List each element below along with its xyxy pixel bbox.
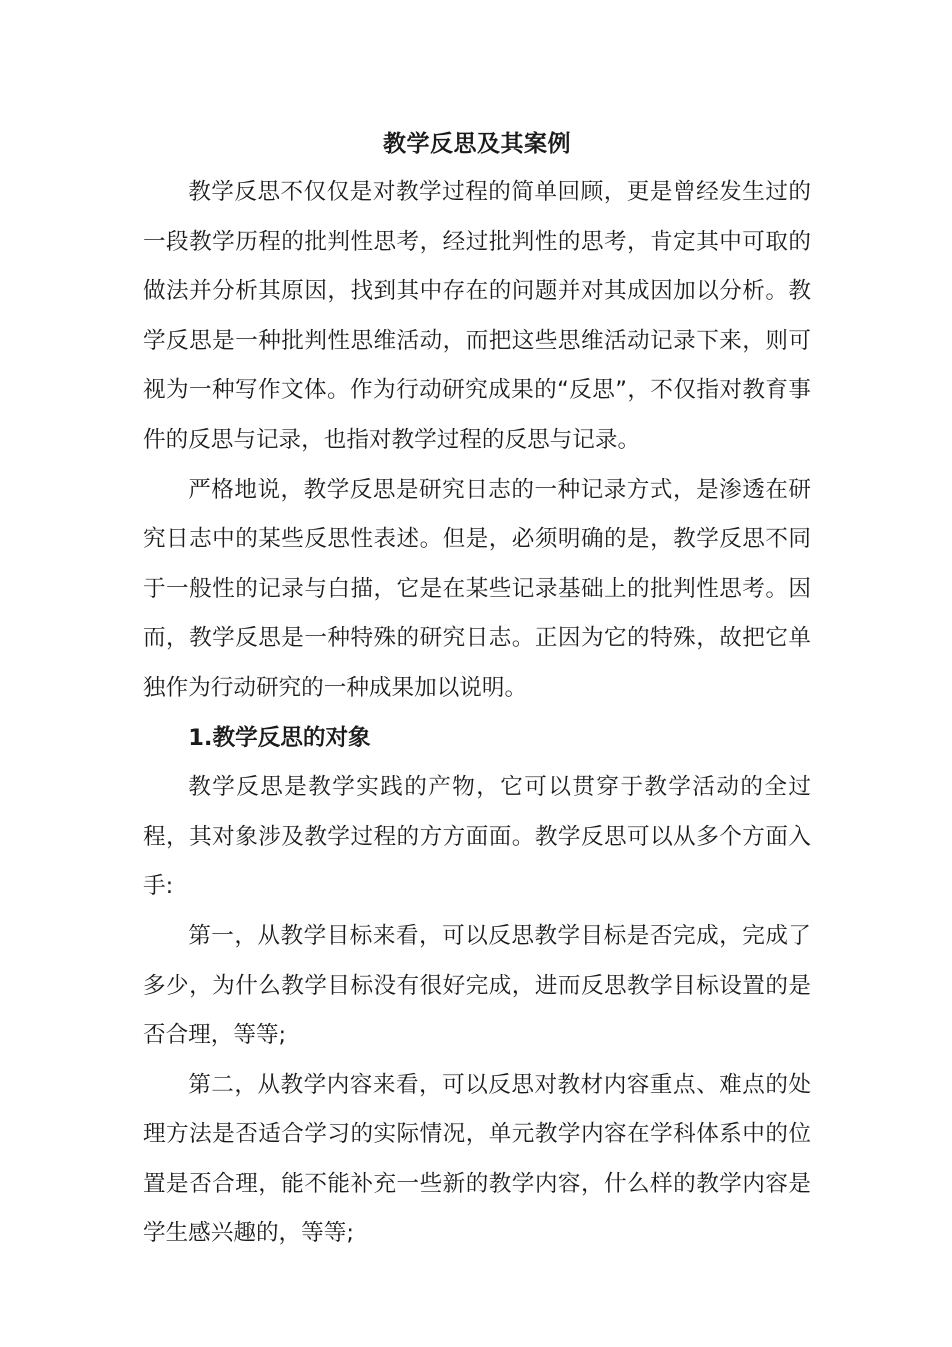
body-paragraph-1: 教学反思不仅仅是对教学过程的简单回顾，更是曾经发生过的一段教学历程的批判性思考，经过批判性的思考，肯定其中可取的做法并分析其原因，找到其中存在的问题并对其成因加以分析。教学反思是一种批判性思维活动，而把这些思维活动记录下来，则可视为一种写作文体。作为行动研究成果的“反思”，不仅指对教育事件的反思与记录，也指对教学过程的反思与记录。 [143, 179, 811, 453]
section-paragraph-2: 第一，从教学目标来看，可以反思教学目标是否完成，完成了多少，为什么教学目标没有很好完成，进而反思教学目标设置的是否合理，等等; [143, 922, 811, 1049]
section-heading: 1.教学反思的对象 [188, 724, 371, 751]
section-paragraph-3: 第二，从教学内容来看，可以反思对教材内容重点、难点的处理方法是否适合学习的实际情况，单元教学内容在学科体系中的位置是否合理，能不能补充一些新的教学内容，什么样的教学内容是学生感兴趣的，等等; [143, 1071, 811, 1247]
document-title: 教学反思及其案例 [383, 131, 571, 157]
section-paragraph-1: 教学反思是教学实践的产物，它可以贯穿于教学活动的全过程，其对象涉及教学过程的方方面面。教学反思可以从多个方面入手: [143, 774, 811, 900]
body-paragraph-2: 严格地说，教学反思是研究日志的一种记录方式，是渗透在研究日志中的某些反思性表述。但是，必须明确的是，教学反思不同于一般性的记录与白描，它是在某些记录基础上的批判性思考。因而，教学反思是一种特殊的研究日志。正因为它的特殊，故把它单独作为行动研究的一种成果加以说明。 [143, 476, 811, 701]
document-body [143, 120, 811, 1259]
